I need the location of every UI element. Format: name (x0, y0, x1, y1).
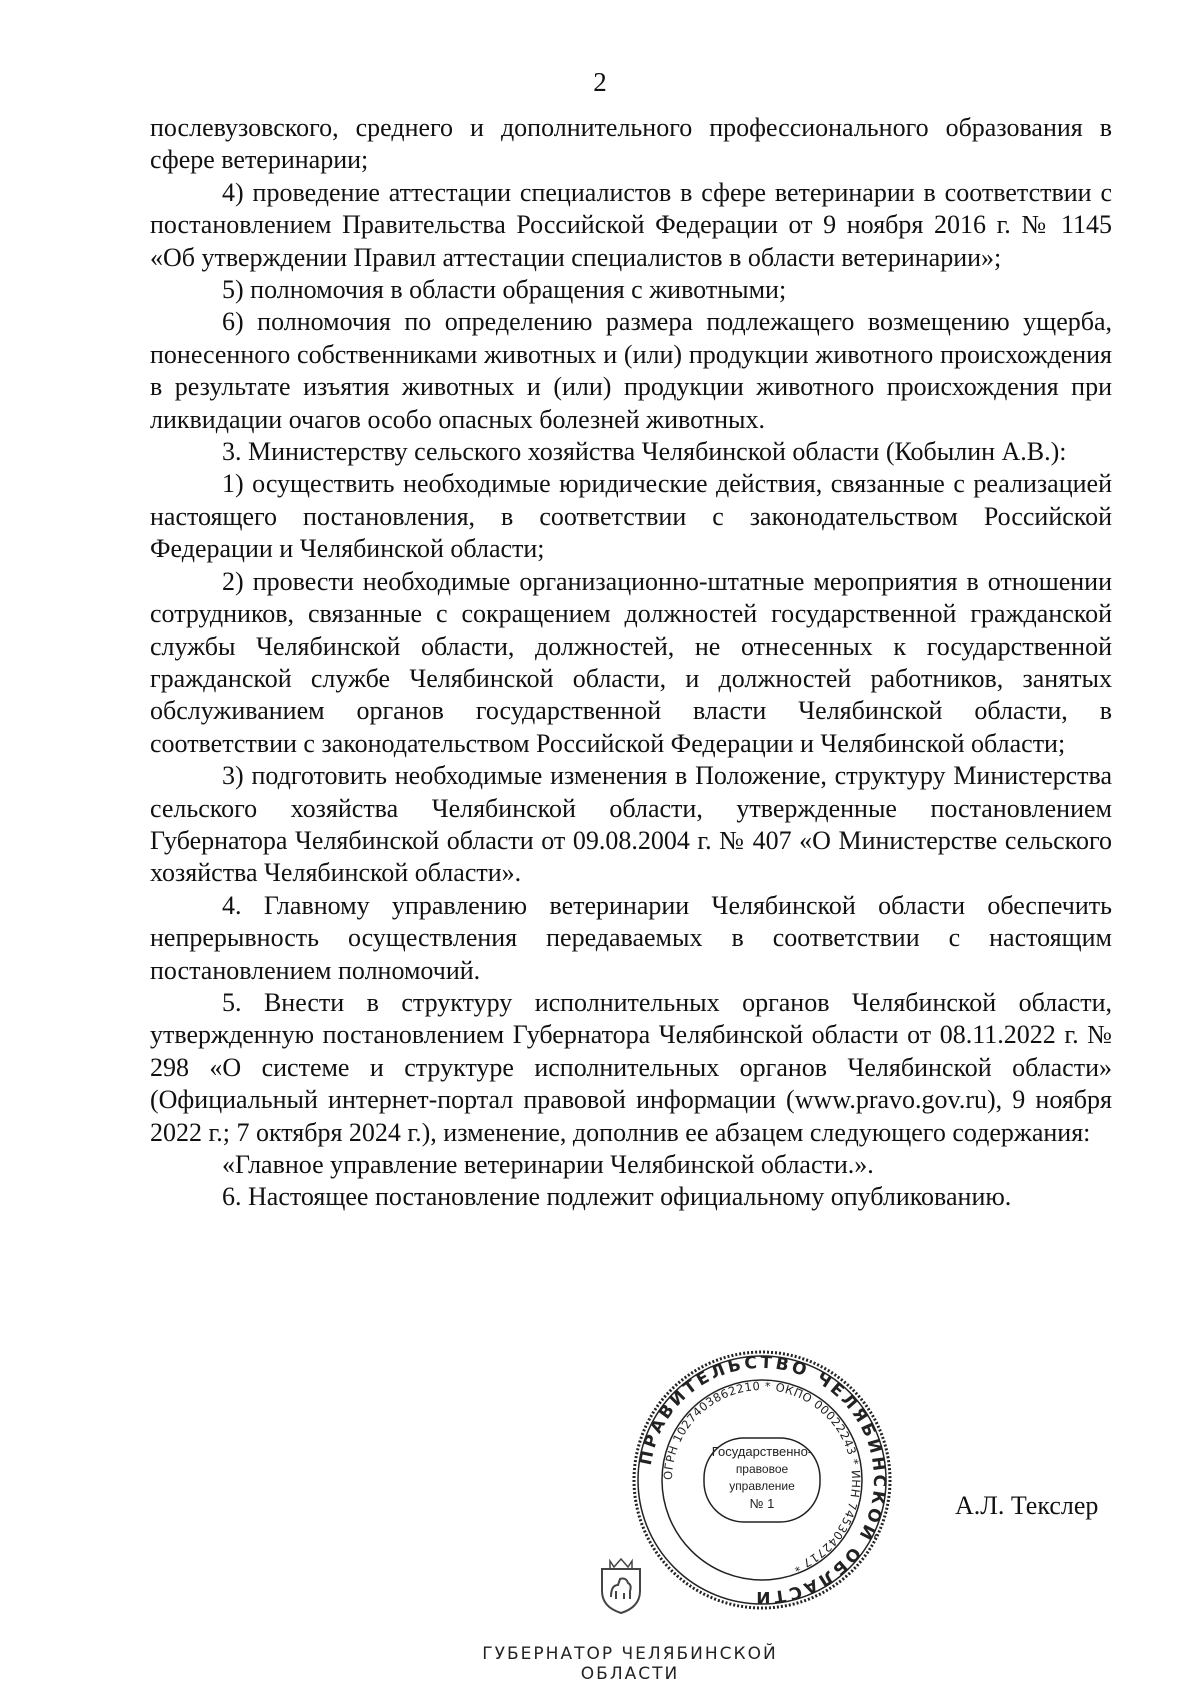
paragraph: 5) полномочия в области обращения с животными; (222, 275, 787, 305)
seal-center-line: правовое (735, 1462, 789, 1476)
seal-inner-text: ОГРН 1027403862210 * ОКПО 00022243 * ИНН 7453042717 * (660, 1378, 864, 1576)
paragraph: 6) полномочия по определению размера подлежащего возмещению ущерба, понесенного собственниками животных и (или) продукции животного происхождения в результате изъятия животных и (или) продукции животного происхождения при ликвидации очагов особо опасных болезней животных. (150, 307, 1112, 434)
seal-outer-text: ПРАВИТЕЛЬСТВО ЧЕЛЯБИНСКОЙ ОБЛАСТИ (635, 1352, 890, 1608)
paragraph: 1) осуществить необходимые юридические действия, связанные с реализацией настоящего постановления, в соответствии с законодательством Российской Федерации и Челябинской области; (150, 469, 1112, 564)
paragraph: 2) провести необходимые организационно-штатные мероприятия в отношении сотрудников, связанные с сокращением должностей государственной гражданской службы Челябинской области, должностей, не отнесенных к государственной гражданской службе Челябинской области, и должностей работников, занятых обслуживанием органов государственной власти Челябинской области, в соответствии с законодательством Российской Федерации и Челябинской области; (150, 566, 1112, 758)
seal-center-line: Государственно- (711, 1444, 813, 1459)
signatory-name: А.Л. Текслер (955, 1491, 1099, 1520)
letterhead-footer: ГУБЕРНАТОР ЧЕЛЯБИНСКОЙ ОБЛАСТИ (482, 1644, 778, 1684)
paragraph: 5. Внести в структуру исполнительных органов Челябинской области, утвержденную постановлением Губернатора Челябинской области от 08.11.2022 г. № 298 «О системе и структуре исполнительных органов Челябинской области» (Официальный интернет-портал правовой информации (www.pravo.gov.ru), 9 ноября 2022 г.; 7 октября 2024 г.), изменение, дополнив ее абзацем следующего содержания: (150, 987, 1112, 1147)
paragraph: «Главное управление ветеринарии Челябинской области.». (222, 1150, 874, 1179)
paragraph: 6. Настоящее постановление подлежит официальному опубликованию. (222, 1182, 1012, 1212)
paragraph: 3) подготовить необходимые изменения в Положение, структуру Министерства сельского хозяйства Челябинской области, утвержденные постановлением Губернатора Челябинской области от 09.08.2004 г. № 407 «О Министерстве сельского хозяйства Челябинской области». (150, 761, 1112, 888)
official-seal (630, 1348, 894, 1612)
paragraph: 3. Министерству сельского хозяйства Челябинской области (Кобылин А.В.): (222, 437, 1067, 467)
seal-center-line: № 1 (749, 1496, 775, 1511)
document-body (150, 112, 1112, 1214)
page-number: 2 (593, 67, 607, 97)
seal-center-line: управление (729, 1479, 795, 1493)
paragraph: 4. Главному управлению ветеринарии Челябинской области обеспечить непрерывность осуществления передаваемых в соответствии с настоящим постановлением полномочий. (150, 890, 1112, 985)
coat-of-arms-icon (596, 1555, 646, 1615)
paragraph: 4) проведение аттестации специалистов в сфере ветеринарии в соответствии с постановлением Правительства Российской Федерации от 9 ноября 2016 г. № 1145 «Об утверждении Правил аттестации специалистов в области ветеринарии»; (150, 177, 1112, 272)
paragraph: послевузовского, среднего и дополнительного профессионального образования в сфере ветеринарии; (150, 113, 1112, 175)
